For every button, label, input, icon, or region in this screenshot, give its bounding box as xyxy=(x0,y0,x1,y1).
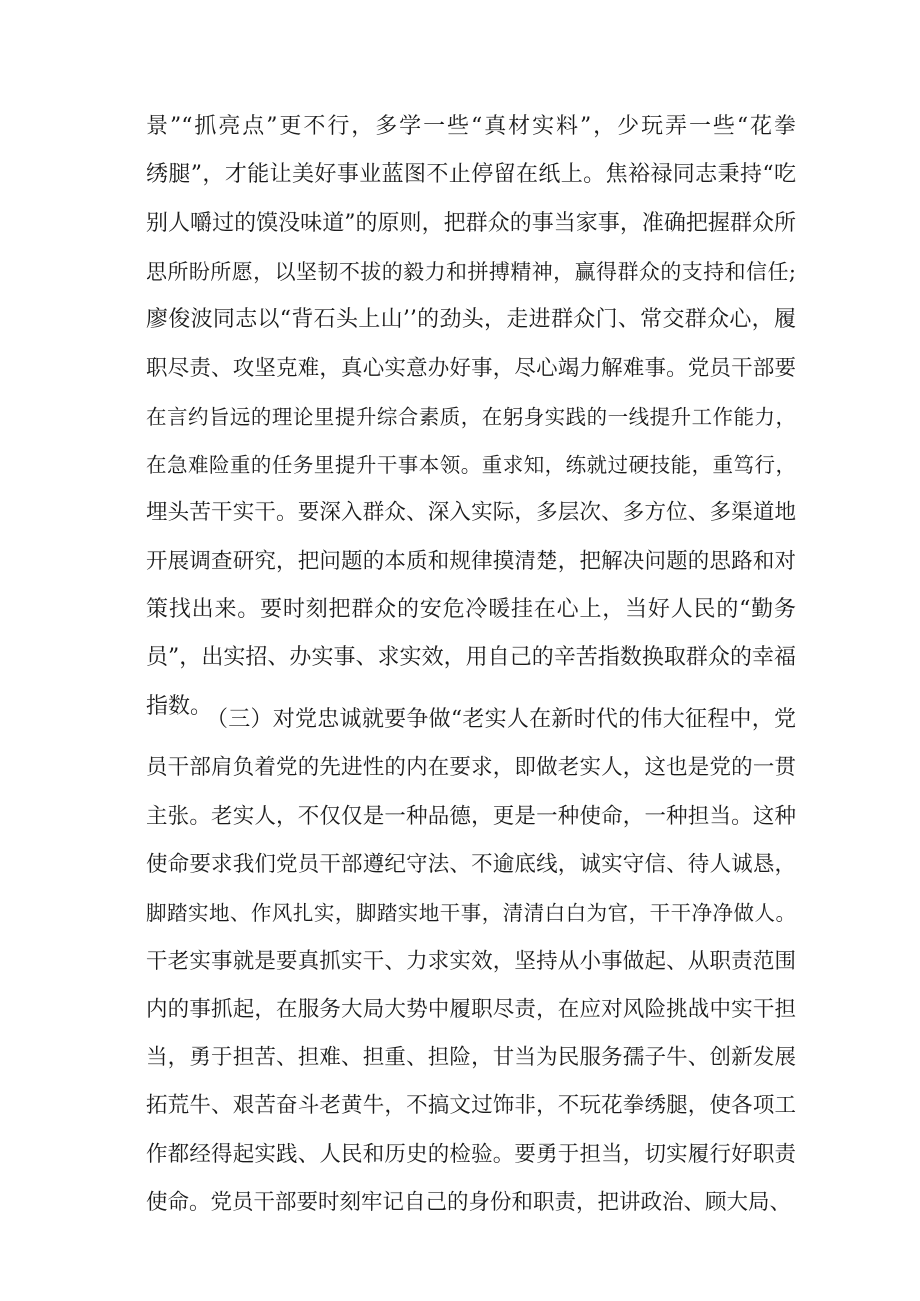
text-line: 使命要求我们党员干部遵纪守法、不逾底线，诚实守信、待人诚恳， xyxy=(146,851,796,877)
text-line: 埋头苦干实干。要深入群众、深入实际，多层次、多方位、多渠道地 xyxy=(146,500,796,526)
text-line: 开展调查研究，把问题的本质和规律摸清楚，把解决问题的思路和对 xyxy=(146,548,796,574)
text-line: 绣腿”，才能让美好事业蓝图不止停留在纸上。焦裕禄同志秉持“吃 xyxy=(146,162,796,188)
text-line: （三）对党忠诚就要争做“老实人在新时代的伟大征程中，党 xyxy=(206,707,796,732)
text-line: 员”，出实招、办实事、求实效，用自己的辛苦指数换取群众的幸福 xyxy=(146,645,796,671)
text-line: 作都经得起实践、人民和历史的检验。要勇于担当，切实履行好职责 xyxy=(146,1141,796,1167)
text-line: 员干部肩负着党的先进性的内在要求，即做老实人，这也是党的一贯 xyxy=(146,755,796,781)
text-line: 当，勇于担苦、担难、担重、担险，甘当为民服务孺子牛、创新发展 xyxy=(146,1045,796,1071)
text-line: 主张。老实人，不仅仅是一种品德，更是一种使命，一种担当。这种 xyxy=(146,803,796,829)
text-line: 职尽责、攻坚克难，真心实意办好事，尽心竭力解难事。党员干部要 xyxy=(146,355,796,381)
text-line: 在言约旨远的理论里提升综合素质，在躬身实践的一线提升工作能力， xyxy=(146,404,796,429)
text-line: 别人嚼过的馍没味道”的原则，把群众的事当家事，准确把握群众所 xyxy=(146,210,796,236)
text-line: 策找出来。要时刻把群众的安危冷暖挂在心上，当好人民的“勤务 xyxy=(146,597,796,622)
text-line: 干老实事就是要真抓实干、力求实效，坚持从小事做起、从职责范围 xyxy=(146,948,796,974)
text-line: 使命。党员干部要时刻牢记自己的身份和职责，把讲政治、顾大局、 xyxy=(146,1190,792,1215)
text-line: 内的事抓起，在服务大局大势中履职尽责，在应对风险挑战中实干担 xyxy=(146,996,796,1022)
text-line: 拓荒牛、艰苦奋斗老黄牛，不搞文过饰非，不玩花拳绣腿，使各项工 xyxy=(146,1093,796,1119)
text-line: 指数。 xyxy=(146,693,213,719)
text-line: 在急难险重的任务里提升干事本领。重求知，练就过硬技能，重笃行， xyxy=(146,453,796,478)
text-line: 思所盼所愿，以坚韧不拔的毅力和拼搏精神，赢得群众的支持和信任; xyxy=(146,259,796,284)
text-line: 廖俊波同志以“背石头上山’’的劲头，走进群众门、常交群众心，履 xyxy=(146,307,796,333)
text-line: 景”“抓亮点”更不行，多学一些“真材实料”，少玩弄一些“花拳 xyxy=(146,114,796,139)
text-line: 脚踏实地、作风扎实，脚踏实地干事，清清白白为官，干干净净做人。 xyxy=(146,901,796,926)
